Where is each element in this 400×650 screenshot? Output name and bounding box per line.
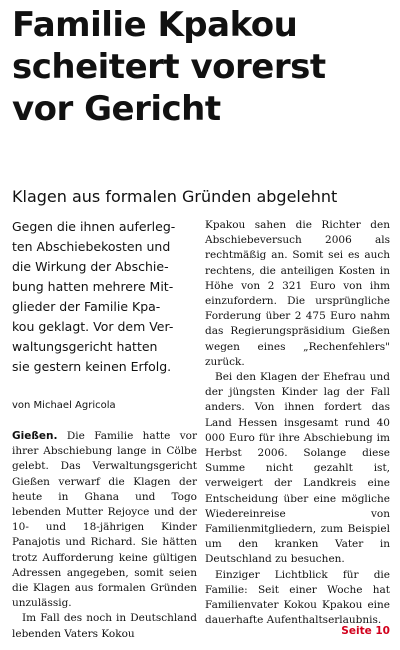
body-column-left xyxy=(12,429,197,642)
page-reference: Seite 10 xyxy=(341,625,390,637)
teaser-line: bung hatten mehrere Mit- xyxy=(12,279,174,294)
headline-line: Familie Kpakou xyxy=(12,5,298,45)
headline-line: vor Gericht xyxy=(12,89,221,129)
body-column-right xyxy=(205,218,390,628)
body-paragraph: Im Fall des noch in Deutschland lebenden Vaters Kokou xyxy=(12,612,197,640)
teaser-line: ten Abschiebekosten und xyxy=(12,239,171,254)
byline: von Michael Agricola xyxy=(12,400,116,411)
body-paragraph: Einziger Lichtblick für die Familie: Seit einer Woche hat Familienvater Kokou Kpakou eine dauerhafte Aufenthaltserlaubnis. xyxy=(205,568,390,627)
teaser-line: glieder der Familie Kpa- xyxy=(12,299,161,314)
teaser-line: die Wirkung der Abschie- xyxy=(12,259,169,274)
headline xyxy=(12,4,392,130)
dateline: Gießen. xyxy=(12,430,58,442)
body-paragraph: Kpakou sahen die Richter den Abschiebeversuch 2006 als rechtmäßig an. Somit sei es auch rechtens, die anteiligen Kosten in Höhe von 2 321 Euro von ihm einzufordern. Die ursprüngliche Forderung über 2 475 Euro nahm das Regierungspräsidium Gießen wegen eines „Rechenfehlers" zurück. xyxy=(205,219,390,368)
body-paragraph: Bei den Klagen der Ehefrau und der jüngsten Kinder lag der Fall anders. Von ihnen fordert das Land Hessen insgesamt rund 40 000 Euro für ihre Abschiebung im Herbst 2006. Solange diese Summe nicht gezahlt ist, verweigert der Landkreis eine Entscheidung über eine mögliche Wiedereinreise von Familienmitgliedern, zum Beispiel um den kranken Vater in Deutschland zu besuchen. xyxy=(205,371,390,566)
teaser-line: waltungsgericht hatten xyxy=(12,339,158,354)
body-paragraph xyxy=(12,429,197,611)
headline-line: scheitert vorerst xyxy=(12,47,326,87)
teaser-line: sie gestern keinen Erfolg. xyxy=(12,359,172,374)
body-text: Die Familie hatte vor ihrer Abschiebung lange in Cölbe gelebt. Das Verwaltungsgericht Gießen verwarf die Klagen der heute in Ghana und Togo lebenden Mutter Rejoyce und der 10- und 18-jährigen Kinder Panajotis und Richard. Sie hätten trotz Aufforderung keine gültigen Adressen angegeben, somit seien die Klagen aus formalen Gründen unzulässig. xyxy=(12,430,197,610)
teaser-line: Gegen die ihnen auferleg- xyxy=(12,219,176,234)
subheadline: Klagen aus formalen Gründen abgelehnt xyxy=(12,187,338,206)
teaser-line: kou geklagt. Vor dem Ver- xyxy=(12,319,174,334)
teaser xyxy=(12,217,202,377)
